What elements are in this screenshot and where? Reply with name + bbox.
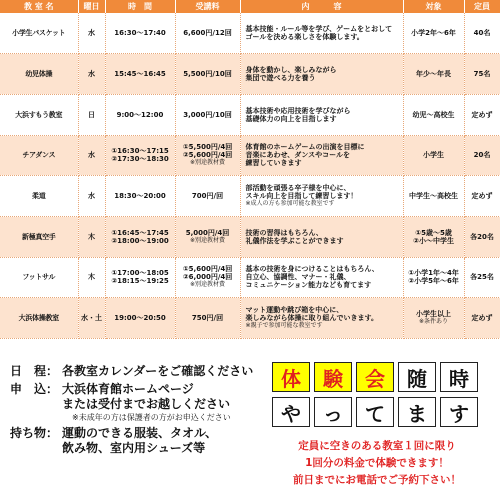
- class-target-line: ①小学1年～4年: [408, 269, 459, 278]
- column-header: 内 容: [240, 0, 403, 13]
- class-content: [240, 216, 403, 257]
- trial-char: 随: [398, 362, 436, 392]
- class-day: 水: [78, 13, 105, 54]
- trial-row-2: [272, 397, 478, 427]
- class-time: [105, 94, 175, 135]
- class-capacity: 40名: [464, 13, 500, 54]
- promo-line-3: 前日までにお電話でご予約下さい！: [293, 474, 461, 486]
- class-content-line: 基本技能・ルール等を学び、ゲームをとおして: [245, 25, 393, 34]
- class-content-line: 技術の習得はもちろん、: [245, 228, 323, 237]
- class-capacity: 各25名: [464, 257, 500, 298]
- table-header-row: [0, 0, 500, 13]
- class-time-line: 15:45～16:45: [114, 70, 166, 79]
- class-fee-line: ※別途教材費: [189, 236, 226, 244]
- trial-char: 会: [356, 362, 394, 392]
- class-content-line: 部活動を頑張る卒子様を中心に、: [245, 184, 351, 193]
- class-time-line: ②18:00～19:00: [111, 236, 169, 245]
- class-target-line: ※条件あり: [418, 318, 449, 326]
- trial-char: て: [356, 397, 394, 427]
- class-fee-line: ※別途教材費: [189, 159, 226, 167]
- class-content: [240, 13, 403, 54]
- class-content-line: 基礎体力の向上を目指します: [245, 114, 337, 123]
- class-fee-line: ①5,600円/4回: [182, 265, 233, 274]
- class-name: 大浜すもう教室: [0, 94, 78, 135]
- class-fee-line: 6,600円/12回: [183, 29, 232, 38]
- items-row: [10, 426, 272, 456]
- class-target: 小学2年～6年: [403, 13, 464, 54]
- class-time: [105, 54, 175, 95]
- class-capacity: 定めず: [464, 298, 500, 339]
- table-row: [0, 54, 500, 95]
- class-name: 幼児体操: [0, 54, 78, 95]
- table-row: [0, 13, 500, 54]
- trial-promo-text: [272, 438, 482, 489]
- class-time: [105, 176, 175, 217]
- class-fee: [175, 94, 240, 135]
- schedule-text: 各教室カレンダーをご確認ください: [62, 364, 254, 378]
- trial-char: や: [272, 397, 310, 427]
- trial-char: 験: [314, 362, 352, 392]
- table-row: [0, 257, 500, 298]
- class-time: [105, 13, 175, 54]
- class-time: [105, 216, 175, 257]
- class-content: [240, 257, 403, 298]
- column-header: 教 室 名: [0, 0, 78, 13]
- class-target: 中学生～高校生: [403, 176, 464, 217]
- class-time-line: ②18:15～19:25: [111, 277, 169, 286]
- apply-note: ※未成年の方は保護者の方がお申込ください: [72, 413, 231, 422]
- class-fee-line: ①5,500円/4回: [182, 143, 233, 152]
- class-content-line: 身体を動かし、楽しみながら: [245, 66, 337, 75]
- class-fee-line: 750円/回: [191, 314, 224, 323]
- table-row: [0, 298, 500, 339]
- schedule-row: [10, 364, 272, 379]
- trial-char: 体: [272, 362, 310, 392]
- class-day: 木: [78, 257, 105, 298]
- class-fee: [175, 54, 240, 95]
- column-header: 受講料: [175, 0, 240, 13]
- table-row: [0, 94, 500, 135]
- apply-label: 申 込：: [10, 382, 59, 396]
- class-capacity: 各20名: [464, 216, 500, 257]
- info-block: [10, 364, 272, 456]
- trial-banner: [272, 362, 478, 432]
- items-label: 持ち物：: [10, 426, 59, 440]
- class-content: [240, 298, 403, 339]
- class-time: [105, 298, 175, 339]
- class-content-line: 体育館のホームゲームの出演を目標に: [245, 143, 365, 152]
- class-target: 小学生: [403, 135, 464, 176]
- class-target-line: ②小～中学生: [413, 236, 454, 245]
- class-fee: [175, 298, 240, 339]
- class-content-line: 音楽にあわせ、ダンスやコールを: [245, 151, 351, 160]
- class-capacity: 20名: [464, 135, 500, 176]
- class-name: 大浜体操教室: [0, 298, 78, 339]
- class-content-line: 練習していきます: [245, 159, 302, 168]
- class-content-line: ※成人の方も参加可能な教室です: [245, 200, 335, 208]
- class-day: 日: [78, 94, 105, 135]
- class-fee: [175, 135, 240, 176]
- trial-char: す: [440, 397, 478, 427]
- class-content-line: ゴールを決める楽しさを体験します。: [245, 33, 364, 42]
- class-content: [240, 94, 403, 135]
- class-target-line: ①5歳～5歳: [415, 228, 452, 237]
- class-fee: [175, 176, 240, 217]
- class-time-line: 19:00～20:50: [114, 314, 166, 323]
- class-time: [105, 257, 175, 298]
- promo-line-1: 定員に空きのある教室１回に限り: [298, 440, 456, 452]
- column-header: 定員: [464, 0, 500, 13]
- table-row: [0, 176, 500, 217]
- class-name: フットサル: [0, 257, 78, 298]
- schedule-label: 日 程：: [10, 364, 59, 378]
- class-name: 柔道: [0, 176, 78, 217]
- class-target-line: 小学生以上: [416, 310, 451, 319]
- class-content-line: 基本技術や応用技術を学びながら: [245, 106, 351, 115]
- class-target: [403, 257, 464, 298]
- column-header: 曜日: [78, 0, 105, 13]
- column-header: 時 間: [105, 0, 175, 13]
- class-target-line: ②小学5年～6年: [408, 277, 459, 286]
- class-content: [240, 135, 403, 176]
- class-content-line: 自立心、協調性、マナー・礼儀、: [245, 273, 351, 282]
- column-header: 対象: [403, 0, 464, 13]
- items-line-2: 飲み物、室内用シューズ等: [62, 441, 206, 455]
- class-fee-line: 5,000円/4回: [185, 228, 230, 237]
- promo-line-2: 1回分の料金で体験できます！: [305, 457, 449, 469]
- class-capacity: 定めず: [464, 94, 500, 135]
- class-day: 水: [78, 135, 105, 176]
- class-fee-line: ②5,600円/4回: [182, 151, 233, 160]
- class-name: 小学生バスケット: [0, 13, 78, 54]
- class-target: [403, 298, 464, 339]
- class-content: [240, 54, 403, 95]
- class-content-line: 集団で遊べる力を養う: [245, 74, 316, 83]
- class-target: [403, 216, 464, 257]
- apply-line-1: 大浜体育館ホームページ: [62, 382, 194, 396]
- class-name: 新極真空手: [0, 216, 78, 257]
- class-fee: [175, 216, 240, 257]
- class-content-line: スキル向上を目指して練習します！: [245, 192, 358, 201]
- class-fee: [175, 257, 240, 298]
- trial-char: っ: [314, 397, 352, 427]
- class-fee-line: ※別途教材費: [189, 281, 226, 289]
- class-day: 木: [78, 216, 105, 257]
- class-content-line: 楽しみながら体操に取り組んでいきます。: [245, 314, 378, 323]
- table-row: [0, 216, 500, 257]
- class-content-line: 基本の技術を身につけることはもちろん、: [245, 265, 379, 274]
- class-capacity: 定めず: [464, 176, 500, 217]
- class-time-line: ①16:30～17:15: [111, 147, 169, 156]
- class-day: 水・土: [78, 298, 105, 339]
- table-row: [0, 135, 500, 176]
- class-time-line: 18:30～20:00: [114, 192, 166, 201]
- class-time-line: ①17:00～18:05: [111, 269, 169, 278]
- class-capacity: 75名: [464, 54, 500, 95]
- class-fee: [175, 13, 240, 54]
- items-line-1: 運動のできる服装、タオル、: [62, 426, 218, 440]
- class-fee-line: 3,000円/10回: [183, 110, 232, 119]
- trial-char: 時: [440, 362, 478, 392]
- trial-row-1: [272, 362, 478, 392]
- class-time-line: ②17:30～18:30: [111, 155, 169, 164]
- class-content-line: ※親子で参加可能な教室です: [245, 322, 323, 330]
- class-content: [240, 176, 403, 217]
- class-time: [105, 135, 175, 176]
- class-name: チアダンス: [0, 135, 78, 176]
- trial-char: ま: [398, 397, 436, 427]
- class-content-line: マット運動や跳び箱を中心に、: [245, 306, 344, 315]
- class-time-line: 16:30～17:40: [114, 29, 166, 38]
- class-content-line: 礼儀作法を学ぶことができます: [245, 236, 344, 245]
- class-time-line: 9:00～12:00: [116, 110, 164, 119]
- class-content-line: コミュニケーション能力なども育てます: [245, 281, 372, 290]
- class-fee-line: 700円/回: [191, 192, 224, 201]
- apply-line-2: または受付までお越しください: [62, 397, 231, 411]
- apply-row: [10, 382, 272, 423]
- class-day: 水: [78, 54, 105, 95]
- class-fee-line: 5,500円/10回: [183, 70, 232, 79]
- class-time-line: ①16:45～17:45: [111, 228, 169, 237]
- class-fee-line: ②6,000円/4回: [182, 273, 233, 282]
- class-day: 水: [78, 176, 105, 217]
- class-target: 幼児～高校生: [403, 94, 464, 135]
- class-target: 年少～年長: [403, 54, 464, 95]
